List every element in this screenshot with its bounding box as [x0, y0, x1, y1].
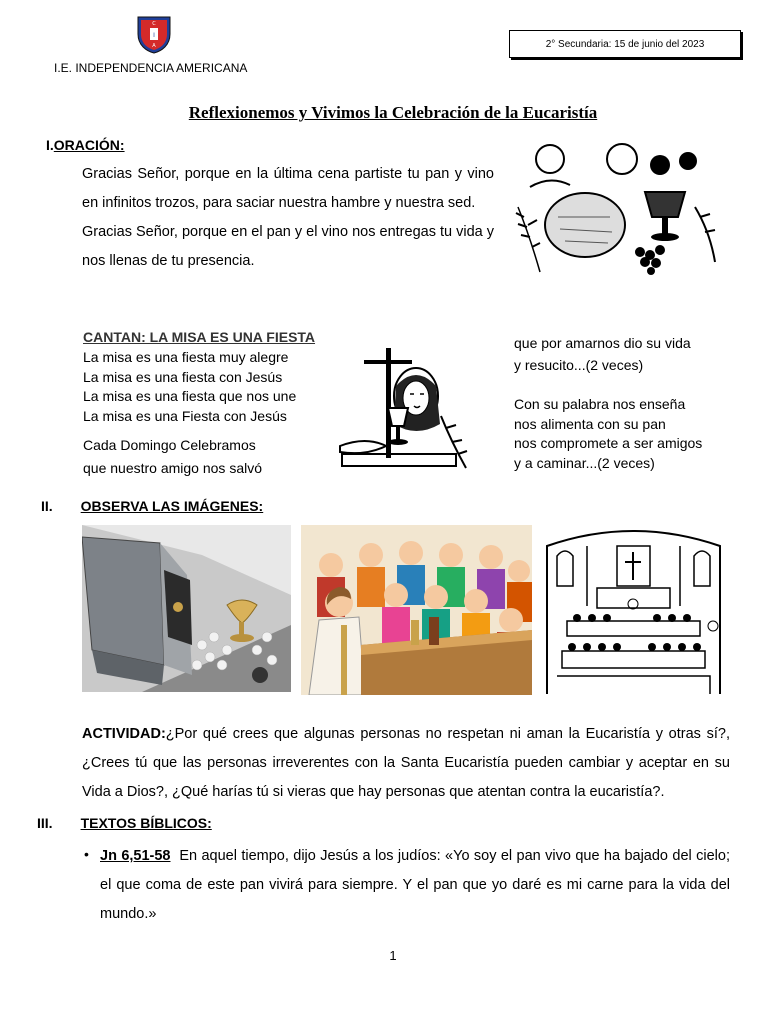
song-line: que por amarnos dio su vida	[514, 335, 691, 351]
section-heading-text: TEXTOS BÍBLICOS:	[80, 815, 212, 831]
song-line: La misa es una fiesta muy alegre	[83, 349, 289, 365]
section-observa-heading	[41, 498, 263, 514]
section-heading-text: OBSERVA LAS IMÁGENES:	[80, 498, 264, 514]
song-line: La misa es una Fiesta con Jesús	[83, 407, 287, 424]
song-line: Cada Domingo Celebramos	[83, 437, 256, 453]
eucharist-illustration	[510, 137, 722, 277]
song-line: La misa es una fiesta con Jesús	[83, 368, 283, 385]
song-title: CANTAN: LA MISA ES UNA FIESTA	[83, 329, 316, 345]
song-line: y a caminar...(2 veces)	[514, 454, 655, 471]
bible-text: En aquel tiempo, dijo Jesús a los judíos: «Yo soy el pan vivo que ha bajado del cielo; el que coma de este pan vivirá para siempre. Y el pan que yo daré es mi carne para la vida del mundo.»	[100, 848, 730, 922]
song-verse-1	[83, 348, 296, 426]
bullet-icon: •	[84, 846, 89, 862]
activity-label: ACTIVIDAD:	[82, 726, 166, 742]
mass-illustration-color	[301, 525, 532, 695]
page-title: Reflexionemos y Vivimos la Celebración de la Eucaristía	[188, 103, 598, 122]
song-line: La misa es una fiesta que nos une	[83, 388, 297, 404]
section-textos-heading	[37, 815, 212, 831]
section-number: III.	[37, 815, 53, 831]
activity-question: ¿Por qué crees que algunas personas no respetan ni aman la Eucaristía y otras sí?, ¿Crees tú que las personas irreverentes con la Santa Eucaristía pueden cambiar y aceptar en su Vida a Dios?, ¿Qué harías tú si vieras que hay personas que atentan contra la eucaristía?.	[82, 726, 730, 800]
tabernacle-photo	[82, 525, 291, 692]
svg-text:A: A	[152, 43, 156, 49]
svg-text:C: C	[152, 21, 156, 27]
christ-cross-illustration	[336, 346, 476, 472]
prayer-paragraph-2: Gracias Señor, porque en el pan y el vino nos entregas tu vida y nos llenas de tu presencia.	[82, 224, 494, 269]
song-verse-4	[514, 395, 702, 473]
song-line: Con su palabra nos enseña	[514, 396, 686, 412]
section-number: I.	[46, 137, 54, 153]
song-verse-3	[514, 332, 691, 376]
section-number: II.	[41, 498, 53, 514]
song-line: nos compromete a ser amigos	[514, 435, 703, 451]
song-line: y resucito...(2 veces)	[514, 357, 644, 373]
school-shield-logo	[136, 14, 172, 54]
bible-reference: Jn 6,51-58	[100, 848, 171, 864]
prayer-paragraph-1: Gracias Señor, porque en la última cena partiste tu pan y vino en infinitos trozos, para saciar nuestra hambre y nuestra sed.	[82, 166, 494, 211]
section-oracion-heading	[46, 137, 125, 153]
section-heading-text: ORACIÓN:	[53, 137, 125, 153]
prayer-text	[82, 160, 494, 276]
church-interior-drawing	[537, 526, 730, 694]
page-number: 1	[389, 948, 397, 963]
svg-text:I: I	[153, 32, 155, 39]
song-line: nos alimenta con su pan	[514, 415, 666, 432]
date-text: 2° Secundaria: 15 de junio del 2023	[545, 38, 705, 50]
bible-passage	[100, 842, 730, 929]
school-name: I.E. INDEPENDENCIA AMERICANA	[54, 61, 248, 75]
activity-text	[82, 720, 730, 807]
song-verse-2	[83, 434, 262, 480]
date-box	[509, 30, 741, 58]
song-line: que nuestro amigo nos salvó	[83, 460, 262, 476]
